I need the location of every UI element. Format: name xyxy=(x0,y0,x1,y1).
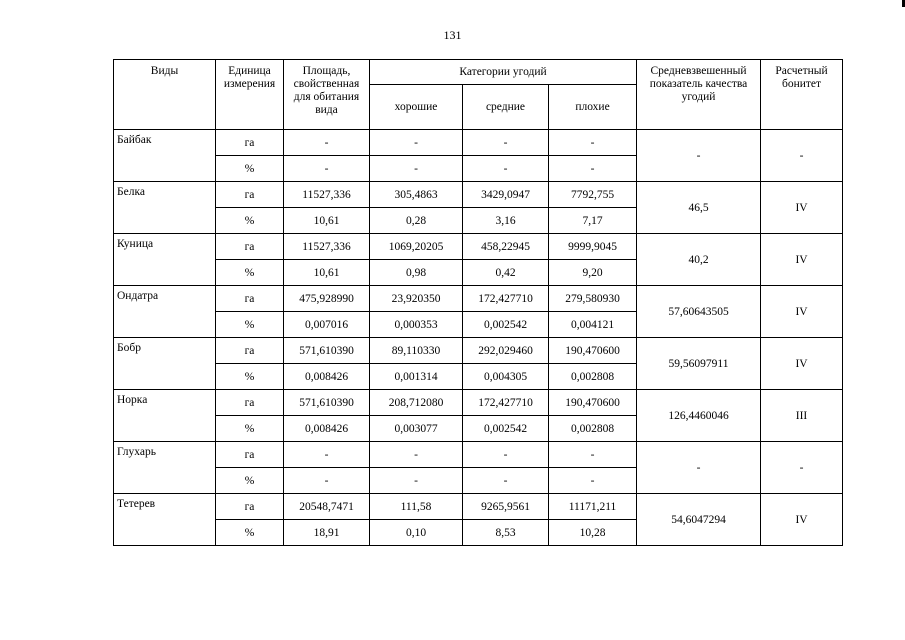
cell-good: 0,10 xyxy=(370,520,463,546)
cell-poor: 10,28 xyxy=(549,520,637,546)
cell-area: 0,007016 xyxy=(284,312,370,338)
species-name: Байбак xyxy=(114,130,216,182)
species-name: Норка xyxy=(114,390,216,442)
cell-good: 305,4863 xyxy=(370,182,463,208)
cell-unit: % xyxy=(216,312,284,338)
cell-poor: 279,580930 xyxy=(549,286,637,312)
cell-bonitet: III xyxy=(761,390,843,442)
cell-area: 0,008426 xyxy=(284,364,370,390)
cell-medium: 3,16 xyxy=(463,208,549,234)
cell-medium: - xyxy=(463,442,549,468)
cell-unit: га xyxy=(216,286,284,312)
species-name: Бобр xyxy=(114,338,216,390)
cell-area: 475,928990 xyxy=(284,286,370,312)
species-name: Белка xyxy=(114,182,216,234)
cell-poor: - xyxy=(549,130,637,156)
header-species: Виды xyxy=(114,60,216,130)
species-name: Глухарь xyxy=(114,442,216,494)
cell-good: 0,001314 xyxy=(370,364,463,390)
cell-area: 0,008426 xyxy=(284,416,370,442)
table-row xyxy=(114,494,843,520)
cell-medium: 458,22945 xyxy=(463,234,549,260)
cell-poor: 0,002808 xyxy=(549,416,637,442)
cell-bonitet: IV xyxy=(761,286,843,338)
cell-bonitet: IV xyxy=(761,494,843,546)
table-row xyxy=(114,442,843,468)
cell-good: 111,58 xyxy=(370,494,463,520)
cell-unit: га xyxy=(216,390,284,416)
cell-unit: га xyxy=(216,182,284,208)
cell-medium: - xyxy=(463,130,549,156)
table-row xyxy=(114,338,843,364)
cell-quality: 54,6047294 xyxy=(637,494,761,546)
cell-bonitet: - xyxy=(761,130,843,182)
table-row xyxy=(114,286,843,312)
cell-medium: 172,427710 xyxy=(463,390,549,416)
cell-quality: 46,5 xyxy=(637,182,761,234)
cell-unit: га xyxy=(216,442,284,468)
cell-poor: 0,002808 xyxy=(549,364,637,390)
cell-medium: - xyxy=(463,156,549,182)
cell-medium: 0,002542 xyxy=(463,312,549,338)
header-medium: средние xyxy=(463,85,549,130)
cell-poor: 0,004121 xyxy=(549,312,637,338)
cell-good: 0,000353 xyxy=(370,312,463,338)
cell-unit: га xyxy=(216,234,284,260)
cell-area: - xyxy=(284,468,370,494)
cell-medium: 292,029460 xyxy=(463,338,549,364)
header-row-1 xyxy=(114,60,843,85)
cell-unit: % xyxy=(216,260,284,286)
cell-poor: 9999,9045 xyxy=(549,234,637,260)
cell-area: - xyxy=(284,156,370,182)
cell-good: 0,003077 xyxy=(370,416,463,442)
cell-quality: - xyxy=(637,442,761,494)
cell-unit: % xyxy=(216,520,284,546)
cell-bonitet: IV xyxy=(761,338,843,390)
cell-area: 11527,336 xyxy=(284,234,370,260)
cell-medium: 0,42 xyxy=(463,260,549,286)
cell-area: 18,91 xyxy=(284,520,370,546)
cell-area: 11527,336 xyxy=(284,182,370,208)
cell-area: 571,610390 xyxy=(284,390,370,416)
cell-good: 23,920350 xyxy=(370,286,463,312)
species-name: Ондатра xyxy=(114,286,216,338)
cell-quality: 57,60643505 xyxy=(637,286,761,338)
cell-quality: 59,56097911 xyxy=(637,338,761,390)
cell-quality: 40,2 xyxy=(637,234,761,286)
cell-medium: 3429,0947 xyxy=(463,182,549,208)
cell-poor: - xyxy=(549,468,637,494)
cell-good: - xyxy=(370,130,463,156)
cell-good: 208,712080 xyxy=(370,390,463,416)
header-unit: Единица измерения xyxy=(216,60,284,130)
cell-area: - xyxy=(284,442,370,468)
species-table xyxy=(113,59,843,546)
cell-area: 10,61 xyxy=(284,208,370,234)
header-bonitet: Расчетный бонитет xyxy=(761,60,843,130)
table-row xyxy=(114,390,843,416)
cell-quality: 126,4460046 xyxy=(637,390,761,442)
cell-quality: - xyxy=(637,130,761,182)
cell-bonitet: IV xyxy=(761,234,843,286)
cell-unit: га xyxy=(216,494,284,520)
cell-medium: - xyxy=(463,468,549,494)
cell-good: 1069,20205 xyxy=(370,234,463,260)
species-name: Куница xyxy=(114,234,216,286)
cell-good: - xyxy=(370,468,463,494)
cell-poor: 190,470600 xyxy=(549,390,637,416)
cell-poor: - xyxy=(549,442,637,468)
header-poor: плохие xyxy=(549,85,637,130)
cell-unit: % xyxy=(216,156,284,182)
table-body xyxy=(114,130,843,546)
cell-poor: 11171,211 xyxy=(549,494,637,520)
cell-unit: % xyxy=(216,364,284,390)
cell-unit: га xyxy=(216,338,284,364)
cell-area: 20548,7471 xyxy=(284,494,370,520)
cell-good: - xyxy=(370,156,463,182)
cell-area: 571,610390 xyxy=(284,338,370,364)
cell-poor: 9,20 xyxy=(549,260,637,286)
cell-medium: 0,004305 xyxy=(463,364,549,390)
header-quality: Средневзвешенный показатель качества угодий xyxy=(637,60,761,130)
cell-bonitet: - xyxy=(761,442,843,494)
header-categories: Категории угодий xyxy=(370,60,637,85)
cell-area: - xyxy=(284,130,370,156)
cell-poor: 190,470600 xyxy=(549,338,637,364)
header-good: хорошие xyxy=(370,85,463,130)
cell-poor: 7792,755 xyxy=(549,182,637,208)
cell-medium: 9265,9561 xyxy=(463,494,549,520)
cell-good: 0,98 xyxy=(370,260,463,286)
cell-good: 0,28 xyxy=(370,208,463,234)
cell-poor: - xyxy=(549,156,637,182)
species-name: Тетерев xyxy=(114,494,216,546)
cell-unit: % xyxy=(216,208,284,234)
cell-medium: 172,427710 xyxy=(463,286,549,312)
cell-area: 10,61 xyxy=(284,260,370,286)
cell-medium: 0,002542 xyxy=(463,416,549,442)
table-row xyxy=(114,234,843,260)
header-area: Площадь, свойственная для обитания вида xyxy=(284,60,370,130)
cell-unit: % xyxy=(216,468,284,494)
table-row xyxy=(114,130,843,156)
cell-poor: 7,17 xyxy=(549,208,637,234)
cell-good: 89,110330 xyxy=(370,338,463,364)
cell-medium: 8,53 xyxy=(463,520,549,546)
cell-unit: га xyxy=(216,130,284,156)
table-row xyxy=(114,182,843,208)
cell-bonitet: IV xyxy=(761,182,843,234)
cell-unit: % xyxy=(216,416,284,442)
page-number: 131 xyxy=(443,28,462,42)
cell-good: - xyxy=(370,442,463,468)
